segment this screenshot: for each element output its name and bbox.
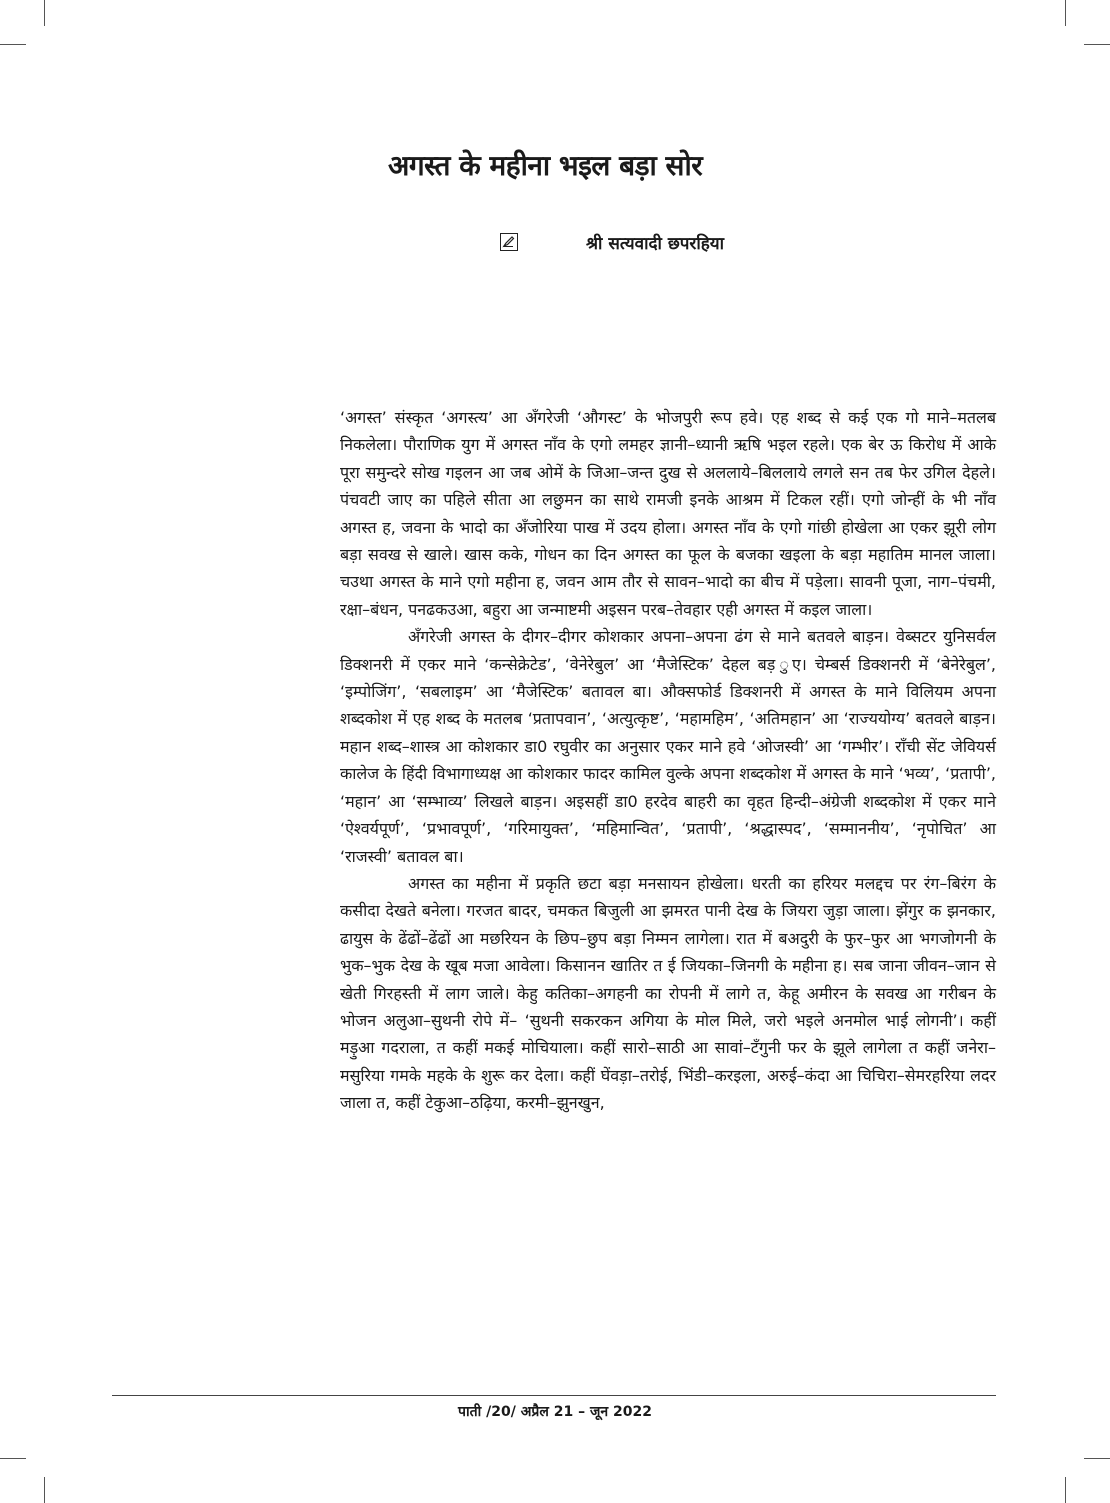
crop-mark-top-right-h <box>1084 44 1110 45</box>
author-byline <box>500 231 724 253</box>
footer-divider <box>112 1395 996 1396</box>
paragraph: अँगरेजी अगस्त के दीगर–दीगर कोशकार अपना–अपना ढंग से माने बतवले बाड़न। वेब्सटर युनिसर्वल डिक्शनरी में एकर माने ‘कन्सेक्रेटेड’, ‘वेनेरेबुल’ आ ‘मैजेस्टिक’ देहल बड़ ुए। चेम्बर्स डिक्शनरी में ‘बेनेरेबुल’, ‘इम्पोजिंग’, ‘सबलाइम’ आ ‘मैजेस्टिक’ बतावल बा। औक्सफोर्ड डिक्शनरी में अगस्त के माने विलियम अपना शब्दकोश में एह शब्द के मतलब ‘प्रतापवान’, ‘अत्युत्कृष्ट’, ‘महामहिम’, ‘अतिमहान’ आ ‘राज्ययोग्य’ बतवले बाड़न। महान शब्द–शास्त्र आ कोशकार डा0 रघुवीर का अनुसार एकर माने हवे ‘ओजस्वी’ आ ‘गम्भीर’। राँची सेंट जेवियर्स कालेज के हिंदी विभागाध्यक्ष आ कोशकार फादर कामिल वुल्के अपना शब्दकोश में अगस्त के माने ‘भव्य’, ‘प्रतापी’, ‘महान’ आ ‘सम्भाव्य’ लिखले बाड़न। अइसहीं डा0 हरदेव बाहरी का वृहत हिन्दी–अंग्रेजी शब्दकोश में एकर माने ‘ऐश्वर्यपूर्ण’, ‘प्रभावपूर्ण’, ‘गरिमायुक्त’, ‘महिमान्वित’, ‘प्रतापी’, ‘श्रद्धास्पद’, ‘सम्माननीय’, ‘नृपोचित’ आ ‘राजस्वी’ बतावल बा। <box>340 627 996 866</box>
author-name: श्री सत्यवादी छपरहिया <box>586 233 725 254</box>
paragraph: अगस्त का महीना में प्रकृति छटा बड़ा मनसायन होखेला। धरती का हरियर मलद्दच पर रंग–बिरंग के कसीदा देखते बनेला। गरजत बादर, चमकत बिजुली आ झमरत पानी देख के जियरा जुड़ा जाला। झेंगुर क झनकार, ढायुस के ढेंढों–ढेंढों आ मछरियन के छिप–छुप बड़ा निम्मन लागेला। रात में बअदुरी के फुर–फुर आ भगजोगनी के भुक–भुक देख के खूब मजा आवेला। किसानन खातिर त ई जियका–जिनगी के महीना ह। सब जाना जीवन–जान से खेती गिरहस्ती में लाग जाले। केहु कतिका–अगहनी का रोपनी में लागे त, केहू अमीरन के सवख आ गरीबन के भोजन अलुआ–सुथनी रोपे में– ‘सुथनी सकरकन अगिया के मोल मिले, जरो भइले अनमोल भाई लोगनी’। कहीं मड़ुआ गदराला, त कहीं मकई मोचियाला। कहीं सारो–साठी आ सावां–टँगुनी फर के झूले लागेला त कहीं जनेरा–मसुरिया गमके महके के शुरू कर देला। कहीं घेंवड़ा–तरोई, भिंडी–करइला, अरुई–कंदा आ चिचिरा–सेमरहरिया लदर जाला त, कहीं टेकुआ–ठढ़िया, करमी–झुनखुन, <box>340 873 996 1113</box>
page-footer: पाती /20/ अप्रैल 21 – जून 2022 <box>458 1404 652 1420</box>
paragraph: ‘अगस्त’ संस्कृत ‘अगस्त्य’ आ अँगरेजी ‘औगस्ट’ के भोजपुरी रूप हवे। एह शब्द से कई एक गो माने–मतलब निकलेला। पौराणिक युग में अगस्त नाँव के एगो लमहर ज्ञानी–ध्यानी ऋषि भइल रहले। एक बेर ऊ किरोध में आके पूरा समुन्दरे सोख गइलन आ जब ओमें के जिआ–जन्त दुख से अललाये–बिललाये लगले सन तब फेर उगिल देहले। पंचवटी जाए का पहिले सीता आ लछुमन का साथे रामजी इनके आश्रम में टिकल रहीं। एगो जोन्हीं के भी नाँव अगस्त ह, जवना के भादो का अँजोरिया पाख में उदय होला। अगस्त नाँव के एगो गांछी होखेला आ एकर झूरी लोग बड़ा सवख से खाले। खास कके, गोधन का दिन अगस्त का फूल के बजका खइला के बड़ा महातिम मानल जाला। चउथा अगस्त के माने एगो महीना ह, जवन आम तौर से सावन–भादो का बीच में पड़ेला। सावनी पूजा, नाग–पंचमी, रक्षा–बंधन, पनढकउआ, बहुरा आ जन्माष्टमी अइसन परब–तेवहार एही अगस्त में कइल जाला। <box>340 408 996 619</box>
article-title: अगस्त के महीना भइल बड़ा सोर <box>388 149 703 182</box>
pen-writing-icon <box>500 233 518 251</box>
crop-mark-bottom-left-h <box>0 1458 26 1459</box>
crop-mark-bottom-left-v <box>44 1477 45 1503</box>
article-body <box>340 404 996 1117</box>
crop-mark-top-left-v <box>44 0 45 26</box>
crop-mark-top-right-v <box>1065 0 1066 26</box>
crop-mark-bottom-right-h <box>1084 1458 1110 1459</box>
crop-mark-bottom-right-v <box>1065 1477 1066 1503</box>
crop-mark-top-left-h <box>0 44 26 45</box>
